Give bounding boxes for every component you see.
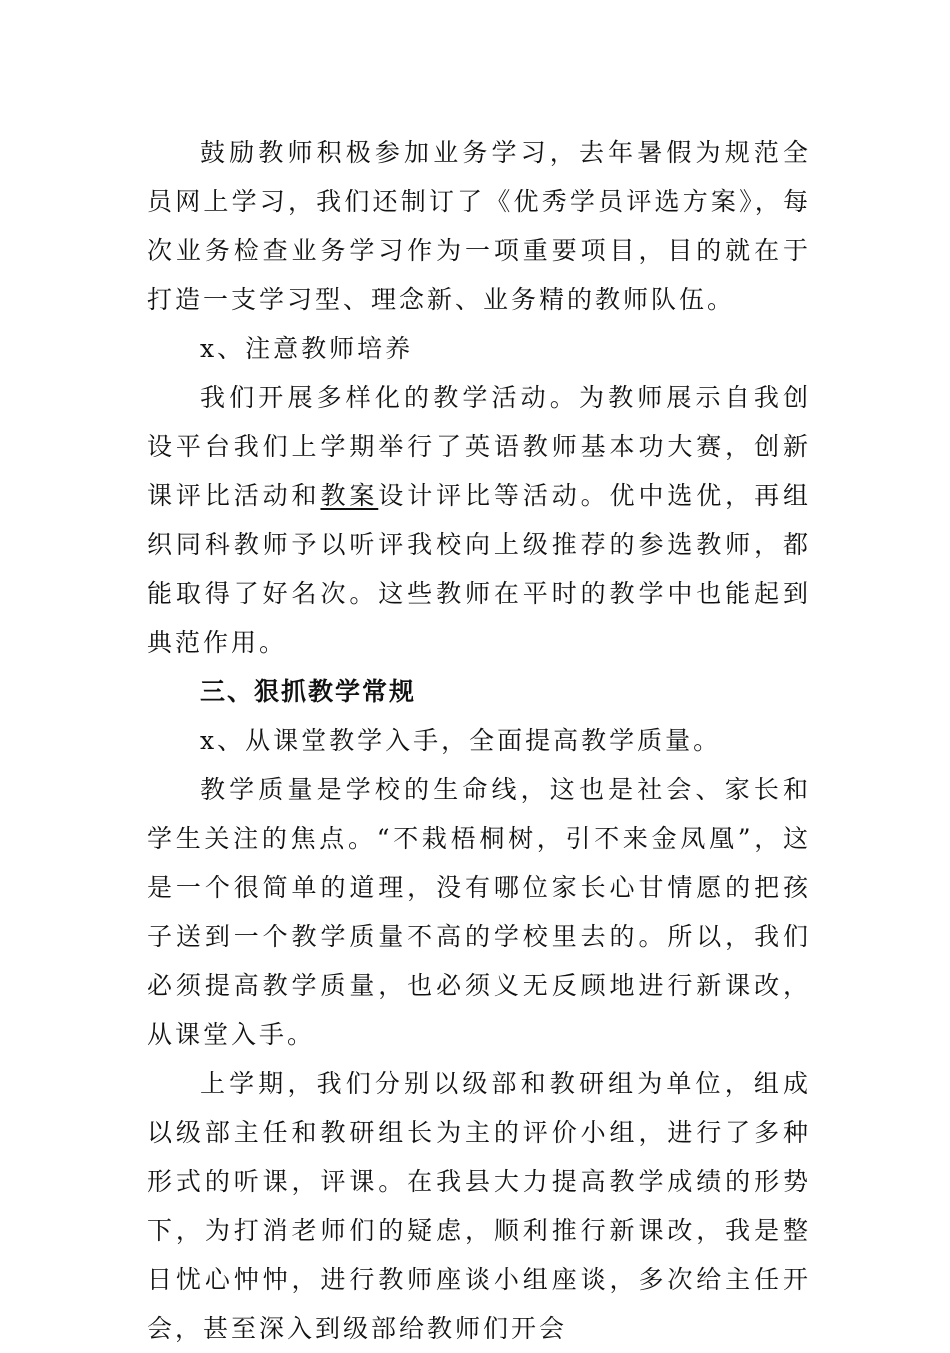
- subheading-teacher-training: x、注意教师培养: [200, 334, 414, 363]
- paragraph-evaluation-groups: 上学期，我们分别以级部和教研组为单位，组成以级部主任和教研组长为主的评价小组，进行了多种形式的听课，评课。在我县大力提高教学成绩的形势下，为打消老师们的疑虑，顺利推行新课改，我是整日忧心忡忡，进行教师座谈小组座谈，多次给主任开会，甚至深入到级部给教师们开会: [147, 1069, 811, 1343]
- section-heading-teaching-routine: 三、狠抓教学常规: [200, 677, 417, 706]
- subheading-classroom-teaching: x、从课堂教学入手，全面提高教学质量。: [200, 726, 722, 755]
- paragraph-teaching-quality: 教学质量是学校的生命线，这也是社会、家长和学生关注的焦点。“不栽梧桐树，引不来金凤凰”，这是一个很简单的道理，没有哪位家长心甘情愿的把孩子送到一个教学质量不高的学校里去的。所以，我们必须提高教学质量，也必须义无反顾地进行新课改，从课堂入手。: [147, 775, 811, 1049]
- paragraph-study: 鼓励教师积极参加业务学习，去年暑假为规范全员网上学习，我们还制订了《优秀学员评选方案》，每次业务检查业务学习作为一项重要项目，目的就在于打造一支学习型、理念新、业务精的教师队伍。: [147, 138, 811, 314]
- document-body: [147, 128, 811, 1353]
- paragraph-teaching-activities-part1: 我们开展多样化的教学活动。为教师展示自我创设平台我们上学期举行了英语教师基本功大赛，创新课评比活动和: [147, 383, 811, 510]
- paragraph-teaching-activities-part2: 设计评比等活动。优中选优，再组织同科教师予以听评我校向上级推荐的参选教师，都能取得了好名次。这些教师在平时的教学中也能起到典范作用。: [147, 481, 811, 657]
- lesson-plan-link[interactable]: 教案: [320, 481, 379, 510]
- paragraph-teaching-activities: [147, 373, 811, 667]
